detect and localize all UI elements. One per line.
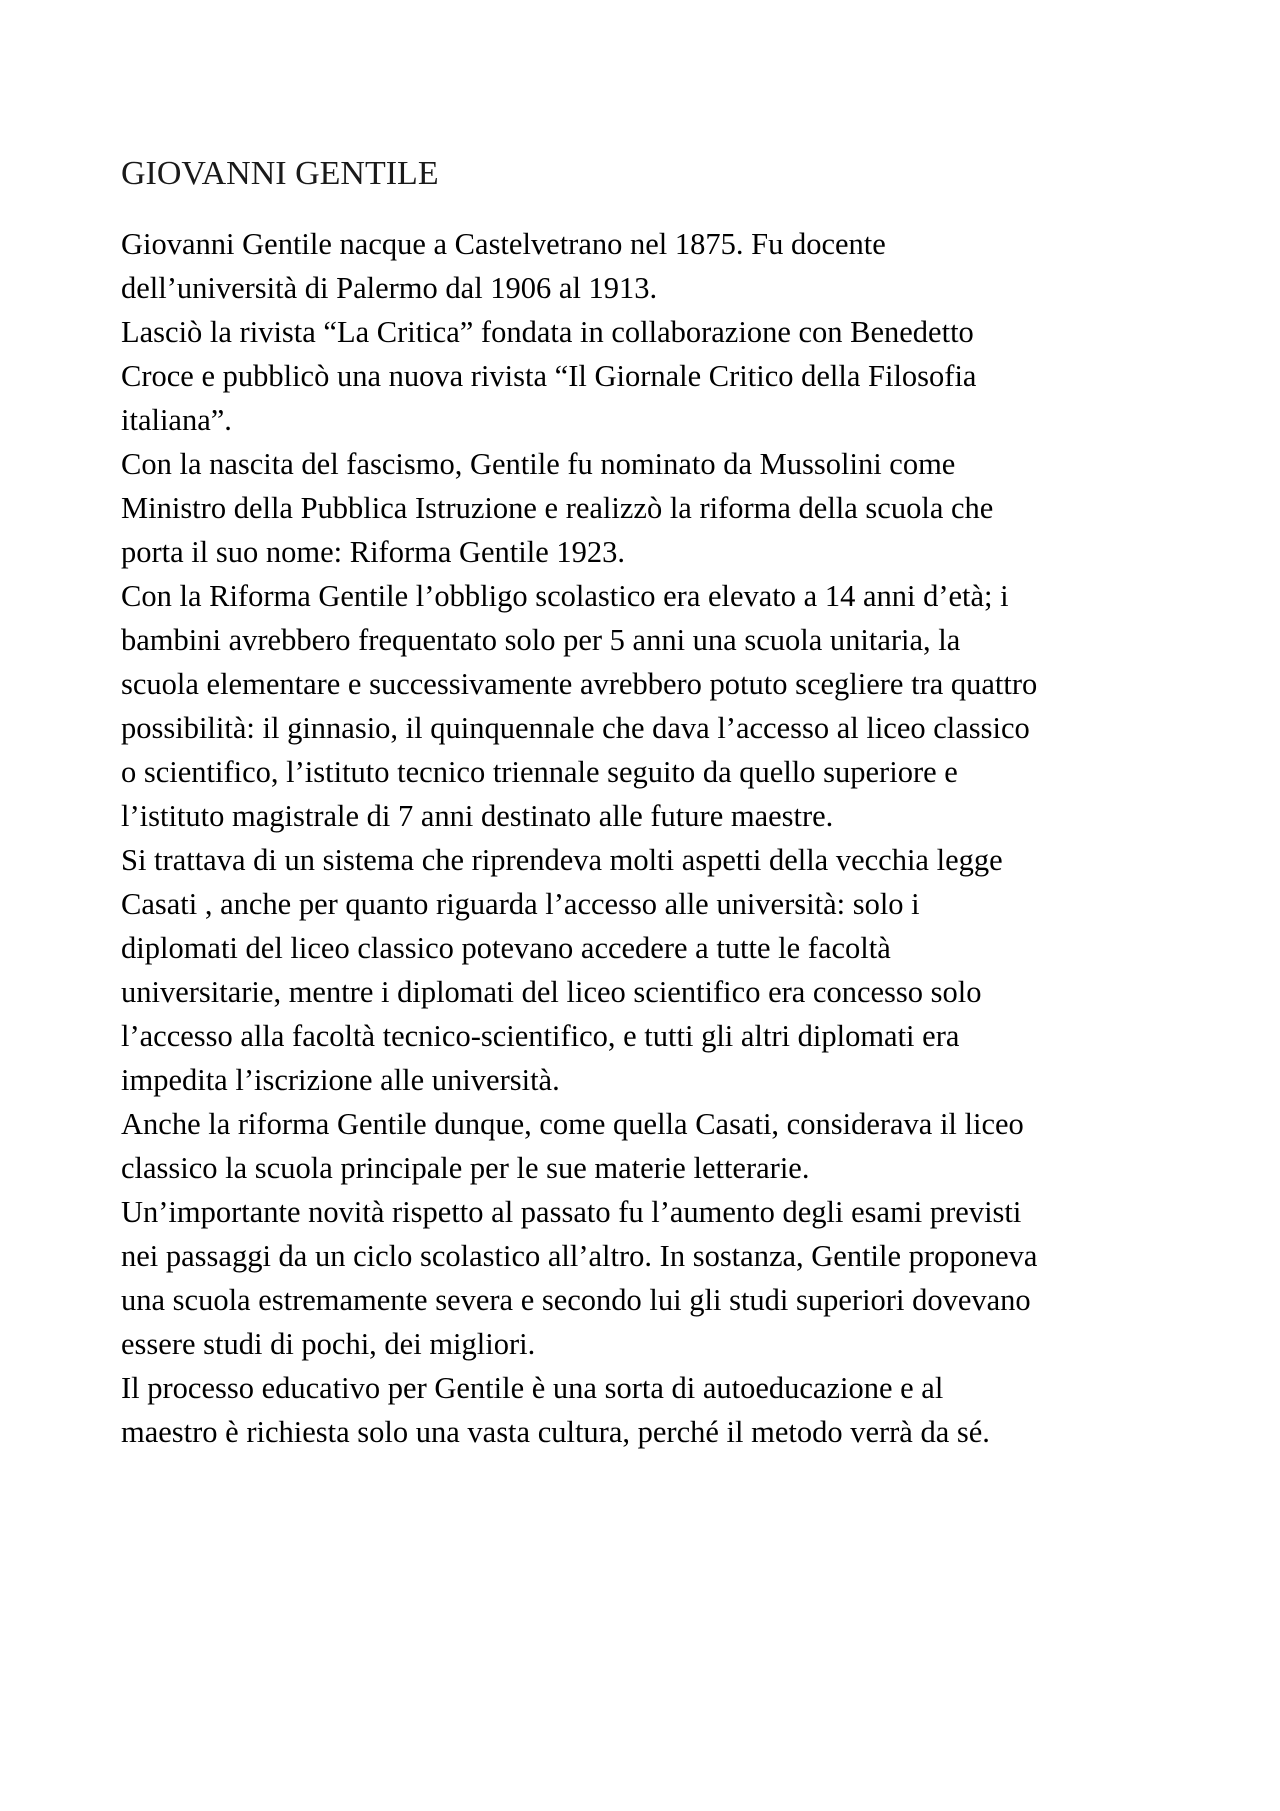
text-line: Casati , anche per quanto riguarda l’accesso alle università: solo i	[121, 887, 920, 921]
text-line: possibilità: il ginnasio, il quinquennale che dava l’accesso al liceo classico	[121, 711, 1030, 745]
text-line: maestro è richiesta solo una vasta cultura, perché il metodo verrà da sé.	[121, 1415, 990, 1449]
text-line: italiana”.	[121, 403, 232, 437]
text-line: diplomati del liceo classico potevano accedere a tutte le facoltà	[121, 931, 891, 965]
text-line: Il processo educativo per Gentile è una sorta di autoeducazione e al	[121, 1371, 944, 1405]
text-line: Anche la riforma Gentile dunque, come quella Casati, considerava il liceo	[121, 1107, 1024, 1141]
text-line: Croce e pubblicò una nuova rivista “Il Giornale Critico della Filosofia	[121, 359, 977, 393]
document-body	[121, 222, 1181, 1454]
text-line: l’istituto magistrale di 7 anni destinato alle future maestre.	[121, 799, 834, 833]
text-line: nei passaggi da un ciclo scolastico all’altro. In sostanza, Gentile proponeva	[121, 1239, 1038, 1273]
text-line: o scientifico, l’istituto tecnico triennale seguito da quello superiore e	[121, 755, 958, 789]
text-line: bambini avrebbero frequentato solo per 5 anni una scuola unitaria, la	[121, 623, 961, 657]
text-line: Con la nascita del fascismo, Gentile fu nominato da Mussolini come	[121, 447, 956, 481]
text-line: dell’università di Palermo dal 1906 al 1913.	[121, 271, 658, 305]
text-line: scuola elementare e successivamente avrebbero potuto scegliere tra quattro	[121, 667, 1038, 701]
text-line: essere studi di pochi, dei migliori.	[121, 1327, 536, 1361]
text-line: impedita l’iscrizione alle università.	[121, 1063, 560, 1097]
text-line: l’accesso alla facoltà tecnico-scientifico, e tutti gli altri diplomati era	[121, 1019, 960, 1053]
text-line: porta il suo nome: Riforma Gentile 1923.	[121, 535, 626, 569]
text-line: Lasciò la rivista “La Critica” fondata in collaborazione con Benedetto	[121, 315, 974, 349]
text-line: Ministro della Pubblica Istruzione e realizzò la riforma della scuola che	[121, 491, 994, 525]
text-line: Un’importante novità rispetto al passato fu l’aumento degli esami previsti	[121, 1195, 1022, 1229]
text-line: Si trattava di un sistema che riprendeva molti aspetti della vecchia legge	[121, 843, 1003, 877]
document-title: GIOVANNI GENTILE	[121, 155, 439, 192]
text-line: universitarie, mentre i diplomati del liceo scientifico era concesso solo	[121, 975, 982, 1009]
text-line: una scuola estremamente severa e secondo lui gli studi superiori dovevano	[121, 1283, 1031, 1317]
text-line: classico la scuola principale per le sue materie letterarie.	[121, 1151, 810, 1185]
text-line: Con la Riforma Gentile l’obbligo scolastico era elevato a 14 anni d’età; i	[121, 579, 1009, 613]
text-line: Giovanni Gentile nacque a Castelvetrano nel 1875. Fu docente	[121, 227, 886, 261]
